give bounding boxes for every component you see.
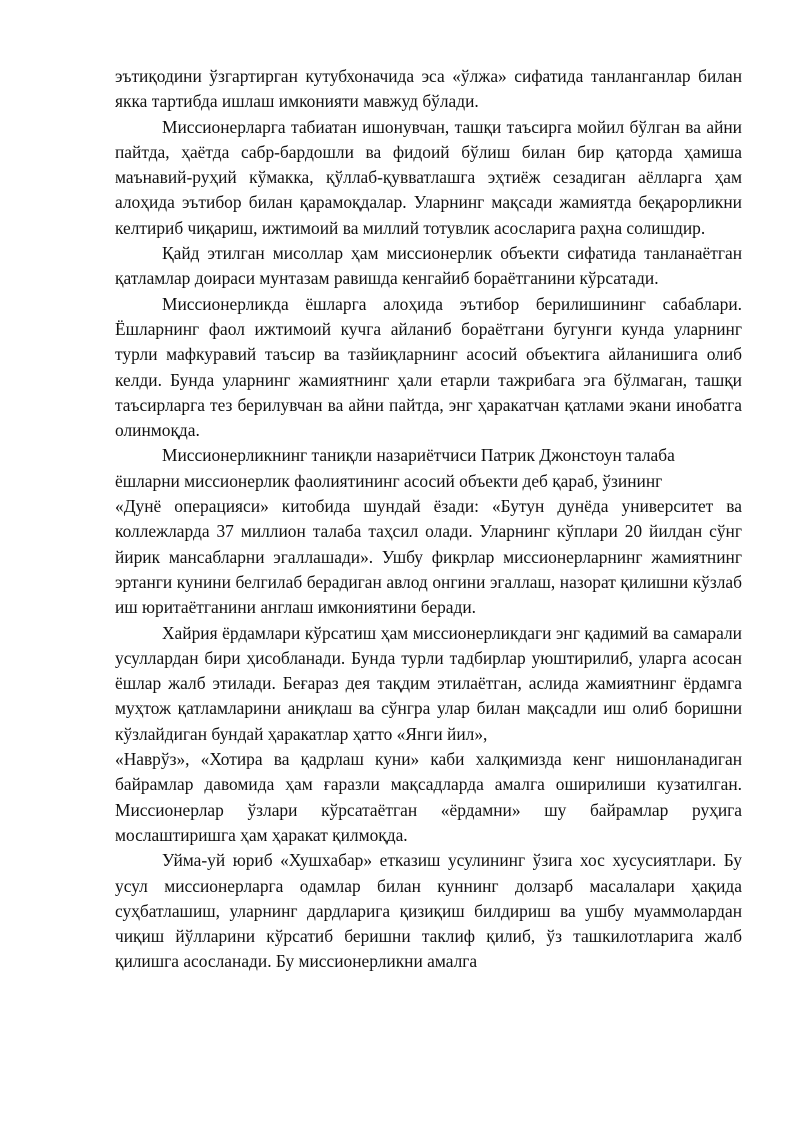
paragraph-1: эътиқодини ўзгартирган кутубхоначида эса «ўлжа» сифатида танланганлар билан якка тартибда ишлаш имконияти мавжуд бўлади. bbox=[115, 66, 742, 112]
paragraph-3: Қайд этилган мисоллар ҳам миссионерлик объекти сифатида танланаётган қатламлар доираси мунтазам равишда кенгайиб бораётганини кўрсатади. bbox=[115, 243, 742, 289]
document-page bbox=[115, 64, 742, 975]
paragraph-2: Миссионерларга табиатан ишонувчан, ташқи таъсирга мойил бўлган ва айни пайтда, ҳаётда сабр-бардошли ва фидоий бўлиш билан бир қаторда ҳамиша маънавий-руҳий кўмакка, қўллаб-қувватлашга эҳтиёж сезадиган аёлларга ҳам алоҳида эътибор билан қарамоқдалар. Уларнинг мақсади жамиятда беқарорликни келтириб чиқариш, ижтимоий ва миллий тотувлик асосларига раҳна солишдир. bbox=[115, 116, 742, 238]
paragraph-4: Миссионерликда ёшларга алоҳида эътибор берилишининг сабаблари. Ёшларнинг фаол ижтимоий кучга айланиб бораётгани бугунги кунда уларнинг турли мафкуравий таъсир ва тазйиқларнинг асосий объектига айланишига олиб келди. Бунда уларнинг жамиятнинг ҳали етарли тажрибага эга бўлмаган, ташқи таъсирларга тез берилувчан ва айни пайтда, энг ҳаракатчан қатлами экани инобатга олинмоқда. bbox=[115, 293, 742, 441]
paragraph-6: «Дунё операцияси» китобида шундай ёзади: «Бутун дунёда университет ва коллежларда 37 миллион талаба таҳсил олади. Уларнинг кўплари 20 йилдан сўнг йирик мансабларни эгаллашади». Ушбу фикрлар миссионерларнинг жамиятнинг эртанги кунини белгилаб берадиган авлод онгини эгаллаш, назорат қилишни кўзлаб иш юритаётганини англаш имкониятини беради. bbox=[115, 496, 742, 618]
paragraph-8: «Наврўз», «Хотира ва қадрлаш куни» каби халқимизда кенг нишонланадиган байрамлар давомида ҳам ғаразли мақсадларда амалга оширилиши кузатилган. Миссионерлар ўзлари кўрсатаётган «ёрдамни» шу байрамлар руҳига мослаштиришга ҳам ҳаракат қилмоқда. bbox=[115, 749, 742, 845]
paragraph-7: Хайрия ёрдамлари кўрсатиш ҳам миссионерликдаги энг қадимий ва самарали усуллардан бири ҳисобланади. Бунда турли тадбирлар уюштирилиб, уларга асосан ёшлар жалб этилади. Беғараз дея тақдим этилаётган, аслида жамиятнинг ёрдамга муҳтож қатламларини аниқлаш ва сўнгра улар билан мақсадли иш олиб боришни кўзлайдиган бундай ҳаракатлар ҳатто «Янги йил», bbox=[115, 622, 742, 744]
paragraph-9: Уйма-уй юриб «Хушхабар» етказиш усулининг ўзига хос хусусиятлари. Бу усул миссионерларга одамлар билан куннинг долзарб масалалари ҳақида суҳбатлашиш, уларнинг дардларига қизиқиш билдириш ва ушбу муаммолардан чиқиш йўлларини кўрсатиб беришни таклиф қилиб, ўз ташкилотларига жалб қилишга асосланади. Бу миссионерликни амалга bbox=[115, 850, 742, 972]
paragraph-5: Миссионерликнинг таниқли назариётчиси Патрик Джонстоун талаба ёшларни миссионерлик фаолиятининг асосий объекти деб қараб, ўзининг bbox=[115, 445, 675, 491]
